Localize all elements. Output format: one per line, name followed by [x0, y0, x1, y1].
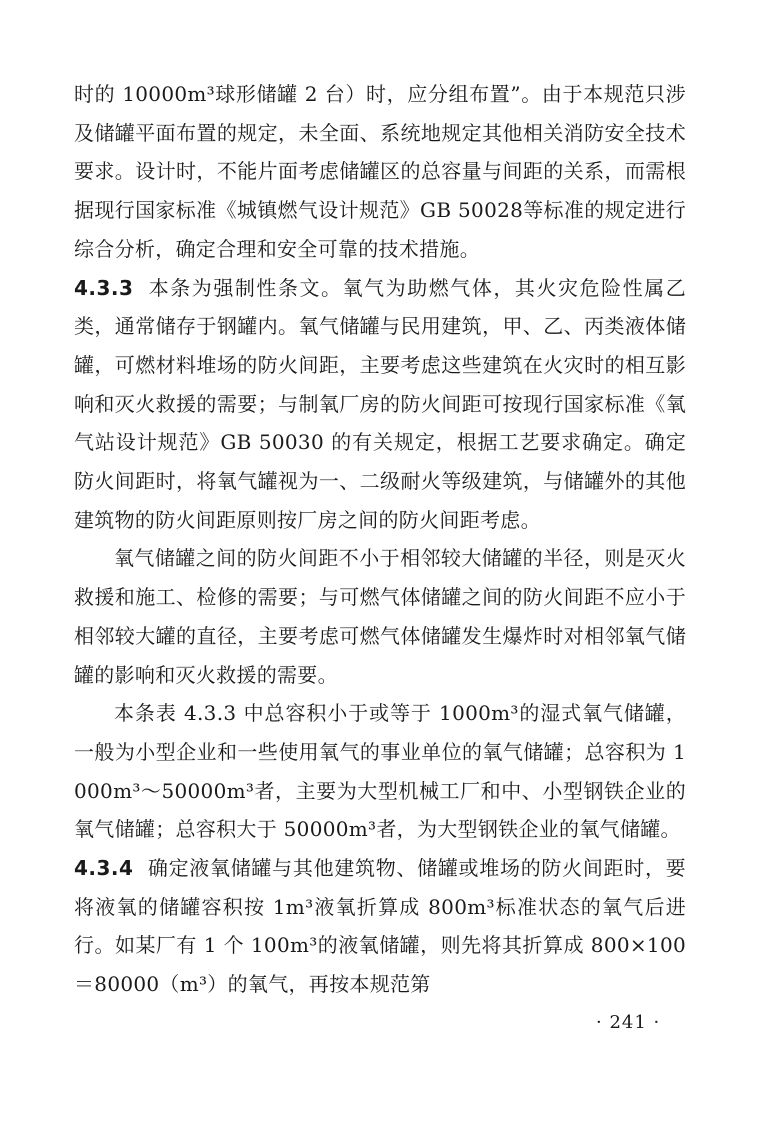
- clause-4-3-3: [74, 269, 686, 540]
- paragraph-text: 时的 10000m³球形储罐 2 台）时，应分组布置”。由于本规范只涉及储罐平面布置的规定，未全面、系统地规定其他相关消防安全技术要求。设计时，不能片面考虑储罐区的总容量与间距的关系，而需根据现行国家标准《城镇燃气设计规范》GB 50028等标准的规定进行综合分析，确定合理和安全可靠的技术措施。: [74, 82, 686, 261]
- paragraph-text: 本条为强制性条文。氧气为助燃气体，其火灾危险性属乙类，通常储存于钢罐内。氧气储罐与民用建筑，甲、乙、丙类液体储罐，可燃材料堆场的防火间距，主要考虑这些建筑在火灾时的相互影响和灭火救援的需要；与制氧厂房的防火间距可按现行国家标准《氧气站设计规范》GB 50030 的有关规定，根据工艺要求确定。确定防火间距时，将氧气罐视为一、二级耐火等级建筑，与储罐外的其他建筑物的防火间距原则按厂房之间的防火间距考虑。: [74, 275, 686, 532]
- clause-number: 4.3.4: [74, 856, 134, 881]
- clause-4-3-4: [74, 849, 686, 1004]
- paragraph-continuation: [74, 75, 686, 269]
- paragraph-table-4-3-3: [74, 694, 686, 849]
- paragraph-text: 氧气储罐之间的防火间距不小于相邻较大储罐的半径，则是灭火救援和施工、检修的需要；与可燃气体储罐之间的防火间距不应小于相邻较大罐的直径，主要考虑可燃气体储罐发生爆炸时对相邻氧气储罐的影响和灭火救援的需要。: [74, 546, 686, 687]
- paragraph-oxygen-spacing: [74, 539, 686, 694]
- clause-number: 4.3.3: [74, 275, 134, 300]
- document-body: [74, 75, 686, 1004]
- paragraph-text: 本条表 4.3.3 中总容积小于或等于 1000m³的湿式氧气储罐，一般为小型企业和一些使用氧气的事业单位的氧气储罐；总容积为 1000m³～50000m³者，主要为大型机械工厂和中、小型钢铁企业的氧气储罐；总容积大于 50000m³者，为大型钢铁企业的氧气储罐。: [74, 701, 686, 842]
- page-number: · 241 ·: [596, 1012, 661, 1033]
- paragraph-text: 确定液氧储罐与其他建筑物、储罐或堆场的防火间距时，要将液氧的储罐容积按 1m³液氧折算成 800m³标准状态的氧气后进行。如某厂有 1 个 100m³的液氧储罐，则先将其折算成 800×100＝80000（m³）的氧气，再按本规范第: [74, 856, 686, 997]
